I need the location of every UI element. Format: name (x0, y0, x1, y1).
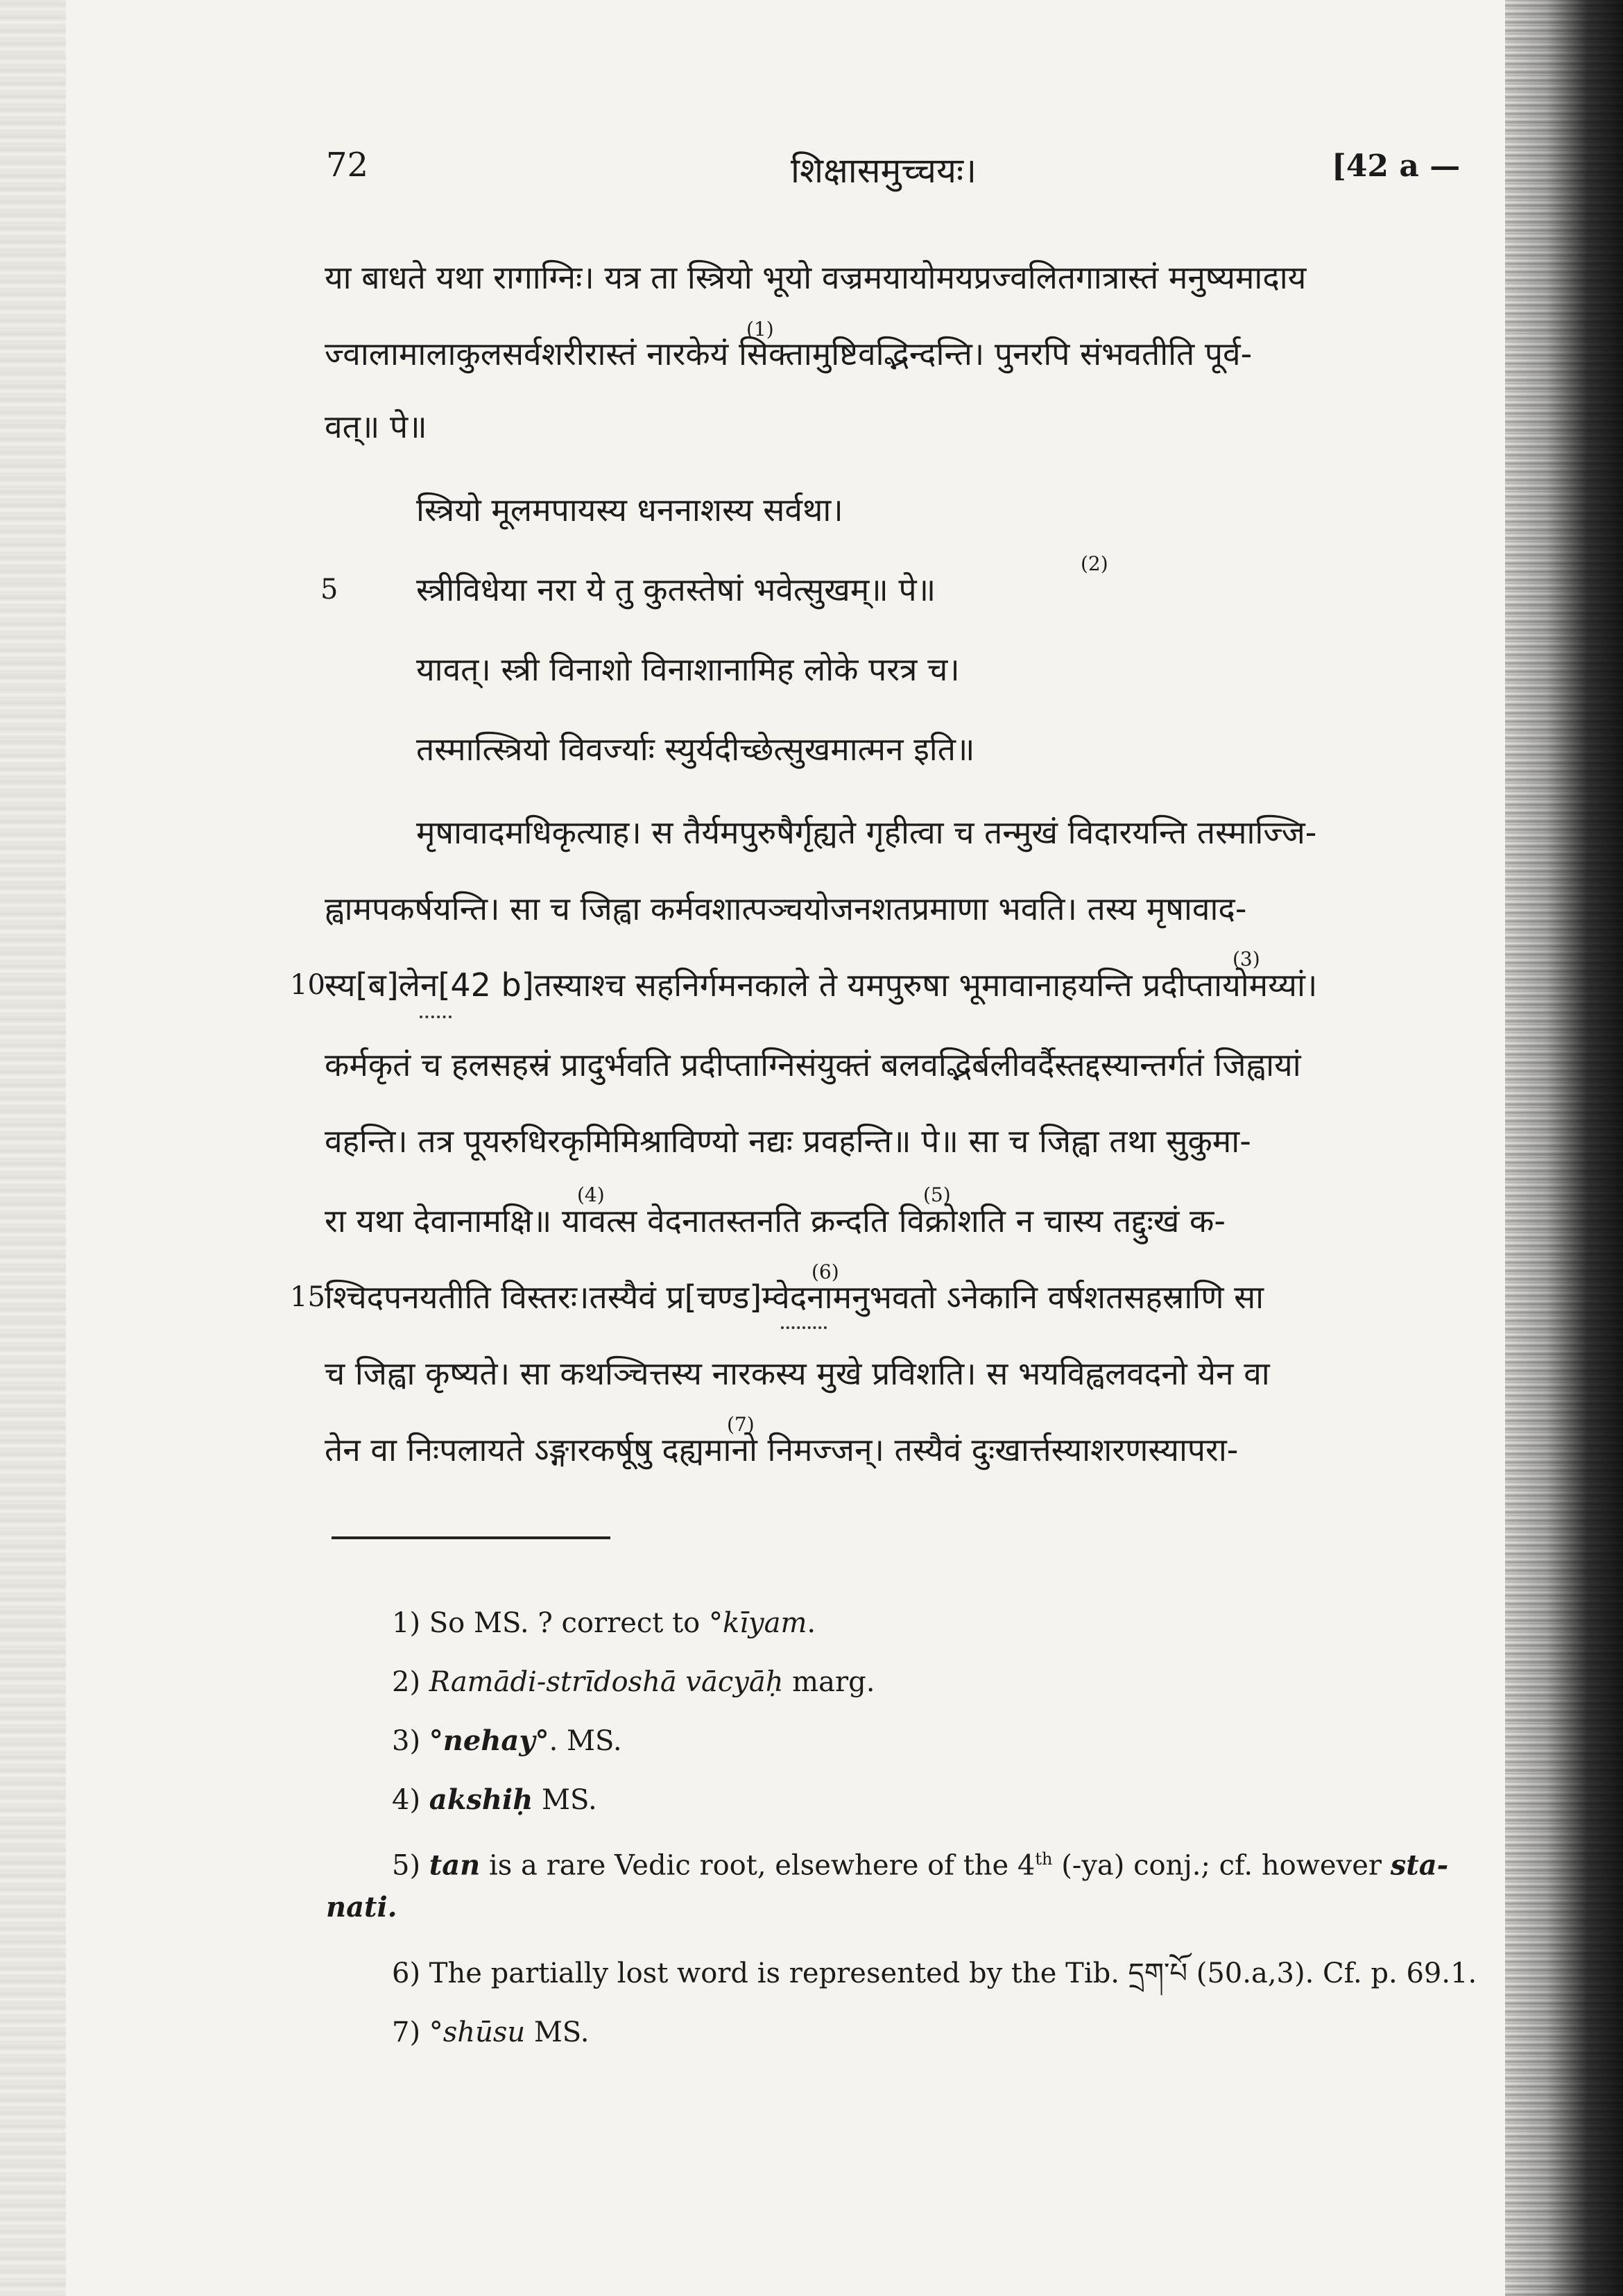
text-line: श्चिदपनयतीति विस्तरः।तस्यैवं प्र[चण्ड]म्वेदनामनुभवतो ऽनेकानि वर्षशतसहस्राणि सा (325, 1278, 1264, 1316)
footnote-marker: (6) (812, 1260, 839, 1283)
line-number: 5 (320, 574, 338, 606)
footnote: 1) So MS. ? correct to °kīyam. (392, 1607, 816, 1639)
footnote-marker: (5) (923, 1183, 951, 1206)
text-line: वत्॥ पे॥ (325, 408, 427, 445)
page-number: 72 (326, 146, 369, 185)
line-number: 10 (290, 969, 325, 1001)
text-line: मृषावादमधिकृत्याह। स तैर्यमपुरुषैर्गृह्यते गृहीत्वा च तन्मुखं विदारयन्ति तस्माज्जि- (416, 814, 1317, 851)
text-line: वहन्ति। तत्र पूयरुधिरकृमिमिश्राविण्यो नद्यः प्रवहन्ति॥ पे॥ सा च जिह्वा तथा सुकुमा- (325, 1122, 1251, 1160)
footnote: 2) Ramādi-strīdoshā vācyāḥ marg. (392, 1666, 875, 1698)
footnote-rule (332, 1536, 610, 1539)
text-line: तेन वा निःपलायते ऽङ्गारकर्षूषु दह्यमानो निमज्जन्। तस्यैवं दुःखार्त्तस्याशरणस्यापरा- (325, 1431, 1239, 1468)
scan-shadow-left (0, 0, 66, 2296)
page-header (0, 146, 1623, 194)
verse-line: यावत्। स्त्री विनाशो विनाशानामिह लोके परत्र च। (416, 651, 960, 688)
text-line: कर्मकृतं च हलसहस्रं प्रादुर्भवति प्रदीप्ताग्निसंयुक्तं बलवद्भिर्बलीवर्दैस्तद्दस्यान्तर्गतं जिह्वायां (325, 1046, 1301, 1083)
footnote: 6) The partially lost word is represented by the Tib. དྲག་པོ (50.a,3). Cf. p. 69.1. (392, 1957, 1477, 1989)
footnote-marker: (7) (727, 1413, 755, 1436)
footnote-marker: (4) (577, 1183, 605, 1206)
footnote-marker: (1) (746, 318, 774, 341)
text-line: स्य[ब]लेन[42 b]तस्याश्च सहनिर्गमनकाले ते यमपुरुषा भूमावानाहयन्ति प्रदीप्तायोमय्यां। (325, 966, 1318, 1004)
footnote: 4) akshiḥ MS. (392, 1783, 597, 1816)
verse-line: स्त्रियो मूलमपायस्य धननाशस्य सर्वथा। (416, 491, 843, 529)
footnote-marker: (2) (1081, 552, 1108, 575)
footnote-continuation: nati. (326, 1891, 397, 1924)
text-line: रा यथा देवानामक्षि॥ यावत्स वेदनातस्तनति क्रन्दति विक्रोशति न चास्य तद्दुःखं क- (325, 1202, 1226, 1240)
footnote: 3) °nehay°. MS. (392, 1724, 622, 1757)
dotted-underline (781, 1326, 827, 1329)
footnote: 7) °shūsu MS. (392, 2016, 590, 2048)
dotted-underline (420, 1016, 452, 1018)
scan-shadow-right (1505, 0, 1623, 2296)
text-line: ज्वालामालाकुलसर्वशरीरास्तं नारकेयं सिक्तामुष्टिवद्भिन्दन्ति। पुनरपि संभवतीति पूर्व- (325, 335, 1253, 372)
line-number: 15 (290, 1281, 325, 1313)
footnote: 5) tan is a rare Vedic root, elsewhere of the 4th (-ya) conj.; cf. however sta- (392, 1849, 1449, 1882)
footnote-marker: (3) (1233, 948, 1260, 970)
verse-line: तस्मात्स्त्रियो विवर्ज्याः स्युर्यदीच्छेत्सुखमात्मन इति॥ (416, 730, 975, 768)
text-line: च जिह्वा कृष्यते। सा कथञ्चित्तस्य नारकस्य मुखे प्रविशति। स भयविह्वलवदनो येन वा (325, 1355, 1270, 1392)
running-title: शिक्षासमुच्चयः। (791, 151, 977, 191)
verse-line: स्त्रीविधेया नरा ये तु कुतस्तेषां भवेत्सुखम्॥ पे॥ (416, 571, 936, 608)
text-line: ह्वामपकर्षयन्ति। सा च जिह्वा कर्मवशात्पञ्चयोजनशतप्रमाणा भवति। तस्य मृषावाद- (325, 890, 1247, 927)
text-line: या बाधते यथा रागाग्निः। यत्र ता स्त्रियो भूयो वज्रमयायोमयप्रज्वलितगात्रास्तं मनुष्यमादाय (325, 259, 1307, 296)
folio-reference: [42 a — (1332, 148, 1461, 184)
